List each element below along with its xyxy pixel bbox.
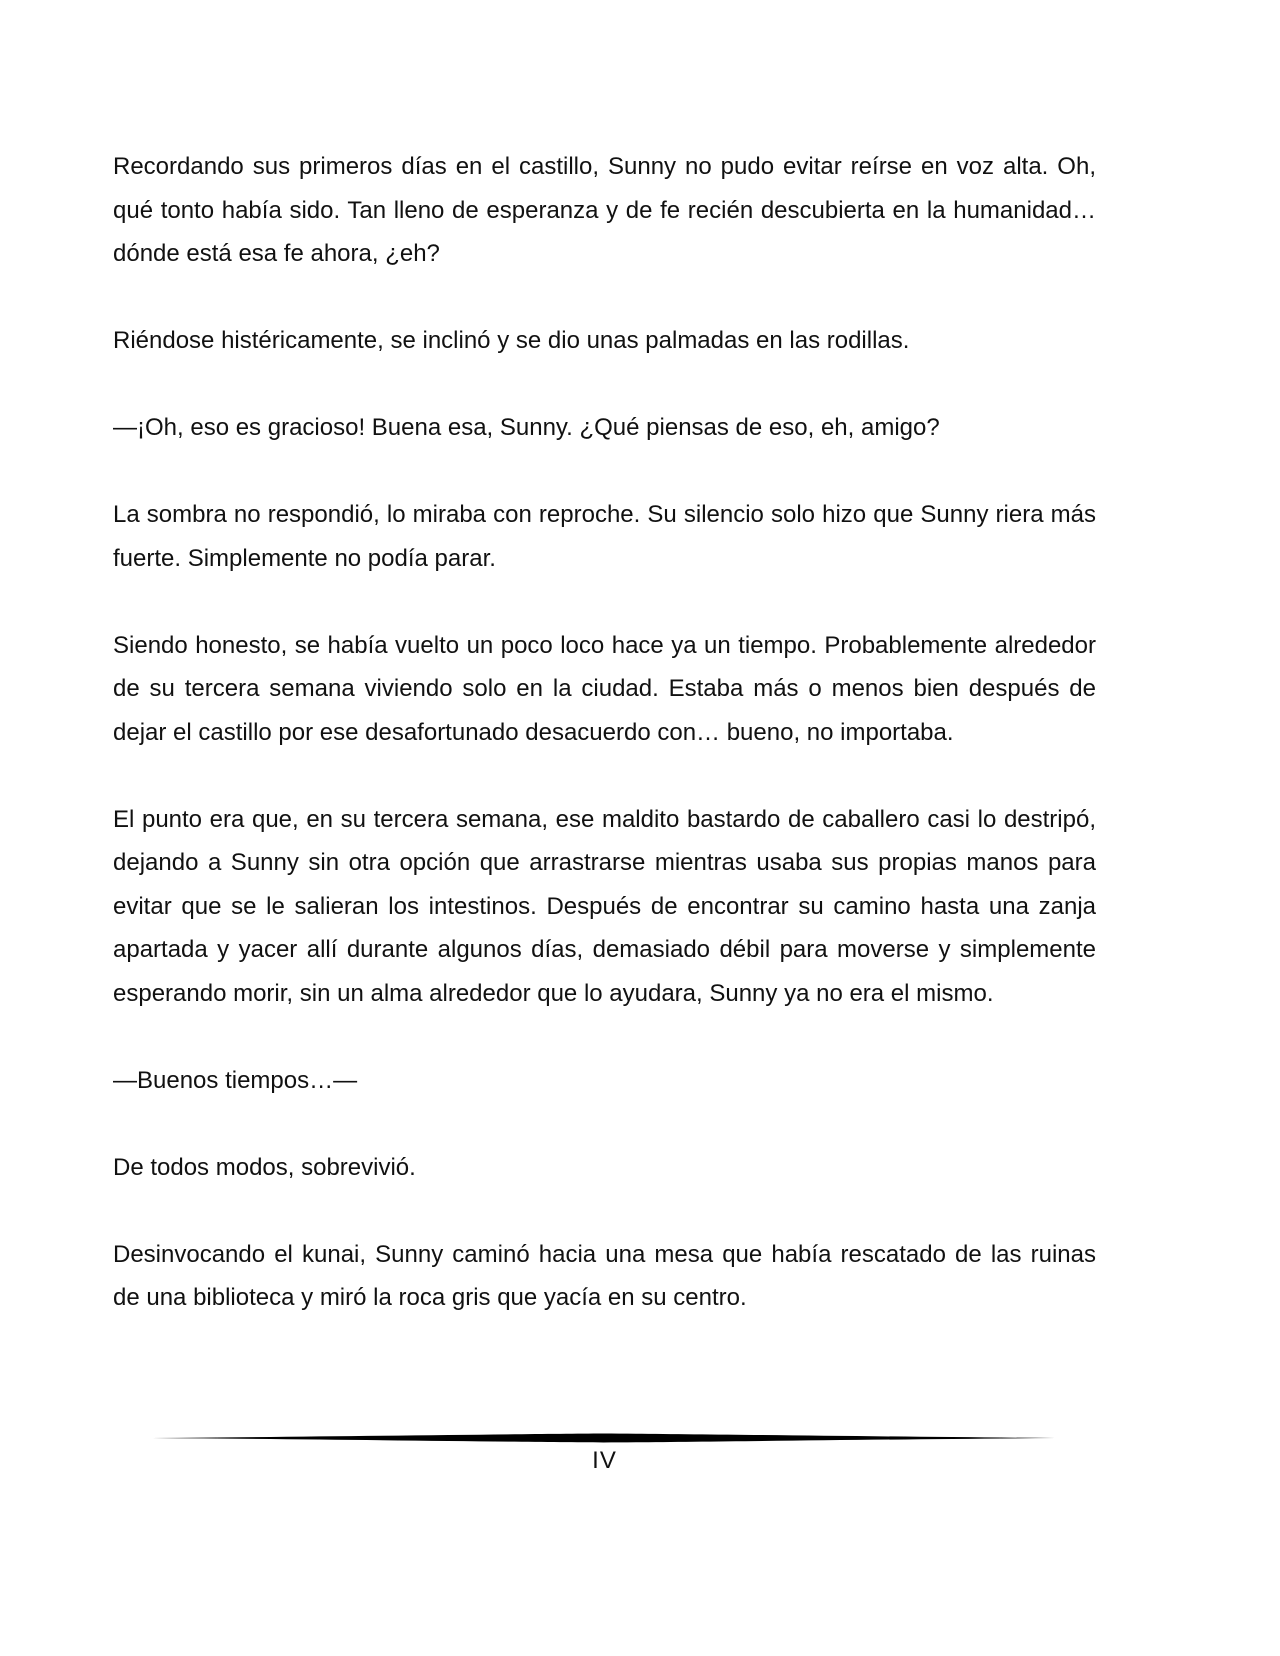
paragraph-2: Riéndose histéricamente, se inclinó y se dio unas palmadas en las rodillas.	[113, 327, 910, 354]
paragraph-4: La sombra no respondió, lo miraba con reproche. Su silencio solo hizo que Sunny riera más fuerte. Simplemente no podía parar.	[113, 501, 1096, 572]
page-number: IV	[592, 1447, 617, 1474]
paragraph-8: De todos modos, sobrevivió.	[113, 1153, 416, 1181]
paragraph-1: Recordando sus primeros días en el castillo, Sunny no pudo evitar reírse en voz alta. Oh, qué tonto había sido. Tan lleno de esperanza y de fe recién descubierta en la humanidad… dónde está esa fe ahora, ¿eh?	[113, 153, 1096, 267]
paragraph-7: —Buenos tiempos…—	[113, 1066, 358, 1094]
paragraph-6: El punto era que, en su tercera semana, ese maldito bastardo de caballero casi lo destripó, dejando a Sunny sin otra opción que arrastrarse mientras usaba sus propias manos para evitar que se le salieran los intestinos. Después de encontrar su camino hasta una zanja apartada y yacer allí durante algunos días, demasiado débil para moverse y simplemente esperando morir, sin un alma alrededor que lo ayudara, Sunny ya no era el mismo.	[113, 805, 1096, 1007]
page-body	[113, 145, 1096, 1363]
paragraph-3: —¡Oh, eso es gracioso! Buena esa, Sunny. ¿Qué piensas de eso, eh, amigo?	[113, 414, 940, 441]
paragraph-5: Siendo honesto, se había vuelto un poco loco hace ya un tiempo. Probablemente alrededor de su tercera semana viviendo solo en la ciudad. Estaba más o menos bien después de dejar el castillo por ese desafortunado desacuerdo con… bueno, no importaba.	[113, 631, 1096, 746]
paragraph-9: Desinvocando el kunai, Sunny caminó hacia una mesa que había rescatado de las ruinas de una biblioteca y miró la roca gris que yacía en su centro.	[113, 1240, 1096, 1311]
decorative-separator	[152, 1432, 1055, 1444]
